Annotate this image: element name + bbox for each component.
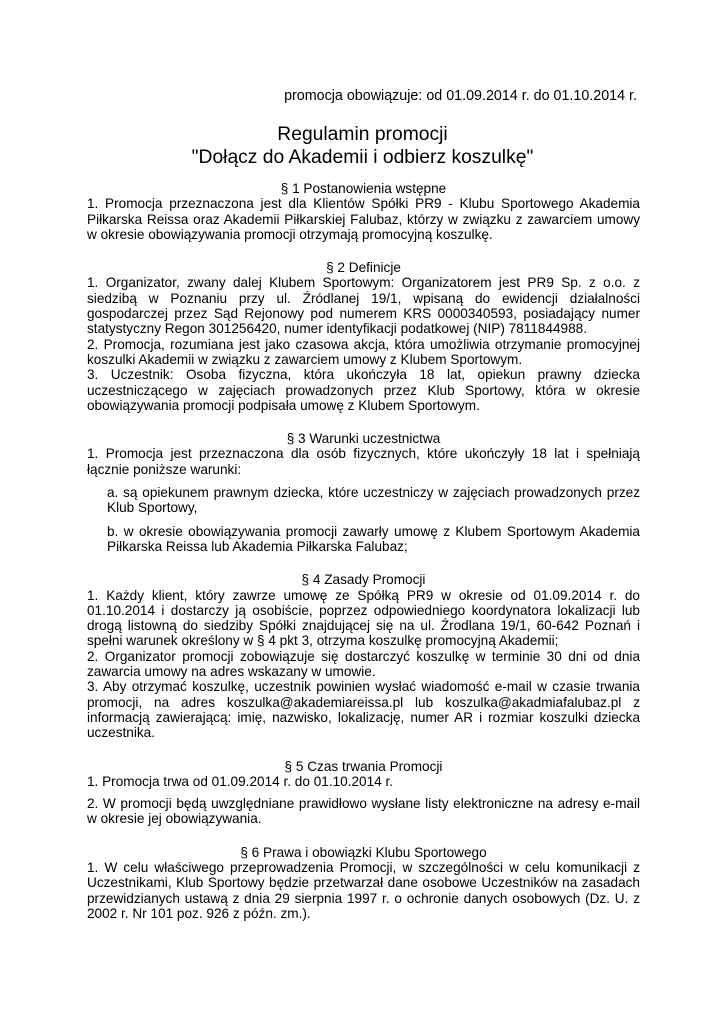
- promotion-validity-period: promocja obowiązuje: od 01.09.2014 r. do 01.10.2014 r.: [284, 88, 637, 104]
- section-heading: § 1 Postanowienia wstępne: [280, 181, 447, 196]
- section-1-preliminary-provisions: [87, 181, 640, 242]
- section-4-paragraph-2: 2. Organizator promocji zobowiązuje się dostarczyć koszulkę w terminie 30 dni od dnia zawarcia umowy na adres wskazany w umowie.: [87, 648, 640, 680]
- section-3-condition-b: b. w okresie obowiązywania promocji zawarły umowę z Klubem Sportowym Akademia Piłkarska Reissa lub Akademia Piłkarska Falubaz;: [107, 523, 640, 554]
- section-heading: § 3 Warunki uczestnictwa: [286, 431, 441, 447]
- section-2-definitions: [87, 260, 640, 413]
- section-2-paragraph-3: 3. Uczestnik: Osoba fizyczna, która ukończyła 18 lat, opiekun prawny dziecka uczestniczącego w zajęciach prowadzonych przez Klub Sportowy, która w okresie obowiązywania promocji podpisała umowę z Klubem Sportowym.: [87, 367, 640, 413]
- document-title: [0, 123, 725, 169]
- section-1-paragraph-1: 1. Promocja przeznaczona jest dla Klientów Spółki PR9 - Klubu Sportowego Akademia Piłkarska Reissa oraz Akademii Piłkarskiej Falubaz, którzy w związku z zawarciem umowy w okresie obowiązywania promocji otrzymają promocyjną koszulkę.: [87, 196, 640, 242]
- section-5-paragraph-1: 1. Promocja trwa od 01.09.2014 r. do 01.10.2014 r.: [87, 773, 394, 789]
- title-line-1: Regulamin promocji: [277, 124, 448, 145]
- section-6-paragraph-1: 1. W celu właściwego przeprowadzenia Promocji, w szczególności w celu komunikacji z Uczestnikami, Klub Sportowy będzie przetwarzał dane osobowe Uczestników na zasadach przewidzianych ustawą z dnia 29 sierpnia 1997 r. o ochronie danych osobowych (Dz. U. z 2002 r. Nr 101 poz. 926 z późn. zm.).: [87, 859, 640, 921]
- section-6-club-rights-and-obligations: [87, 845, 640, 921]
- section-heading: § 4 Zasady Promocji: [301, 572, 426, 588]
- section-4-promotion-rules: [87, 572, 640, 740]
- section-2-paragraph-1: 1. Organizator, zwany dalej Klubem Sportowym: Organizatorem jest PR9 Sp. z o.o. z siedzibą w Poznaniu przy ul. Źródlanej 19/1, wpisaną do ewidencji działalności gospodarczej przez Sąd Rejonowy pod numerem KRS 0000340593, posiadający numer statystyczny Regon 301256420, numer identyfikacji podatkowej (NIP) 7811844988.: [87, 275, 640, 337]
- section-4-paragraph-3: 3. Aby otrzymać koszulkę, uczestnik powinien wysłać wiadomość e-mail w czasie trwania promocji, na adres koszulka@akademiareissa.pl lub koszulka@akadmiafalubaz.pl z informacją zawierającą: imię, nazwisko, lokalizację, numer AR i rozmiar koszulki dziecka uczestnika.: [87, 679, 640, 741]
- section-heading: § 6 Prawa i obowiązki Klubu Sportowego: [240, 844, 487, 860]
- section-heading: § 2 Definicje: [326, 260, 401, 276]
- section-5-promotion-duration: [87, 759, 640, 827]
- section-5-paragraph-2: 2. W promocji będą uwzględniane prawidłowo wysłane listy elektroniczne na adresy e-mail w okresie jej obowiązywania.: [87, 796, 640, 827]
- section-3-condition-a: a. są opiekunem prawnym dziecka, które uczestniczy w zajęciach prowadzonych przez Klub Sportowy,: [107, 485, 640, 516]
- section-3-paragraph-1: 1. Promocja jest przeznaczona dla osób fizycznych, które ukończyły 18 lat i spełniają łącznie poniższe warunki:: [87, 446, 640, 477]
- section-heading: § 5 Czas trwania Promocji: [284, 758, 443, 774]
- document-body: [87, 181, 640, 921]
- section-3-participation-conditions: [87, 431, 640, 554]
- section-4-paragraph-1: 1. Każdy klient, który zawrze umowę ze Spółką PR9 w okresie od 01.09.2014 r. do 01.10.2014 i dostarczy ją osobiście, poprzez odpowiedniego koordynatora lokalizacji lub drogą listowną do siedziby Spółki znajdującej się na ul. Źrodlana 19/1, 60-642 Poznań i spełni warunek określony w § 4 pkt 3, otrzyma koszulkę promocyjną Akademii;: [87, 587, 640, 649]
- section-2-paragraph-2: 2. Promocja, rozumiana jest jako czasowa akcja, która umożliwia otrzymanie promocyjnej koszulki Akademii w związku z zawarciem umowy z Klubem Sportowym.: [87, 336, 640, 367]
- title-line-2: "Dołącz do Akademii i odbierz koszulkę": [191, 147, 534, 168]
